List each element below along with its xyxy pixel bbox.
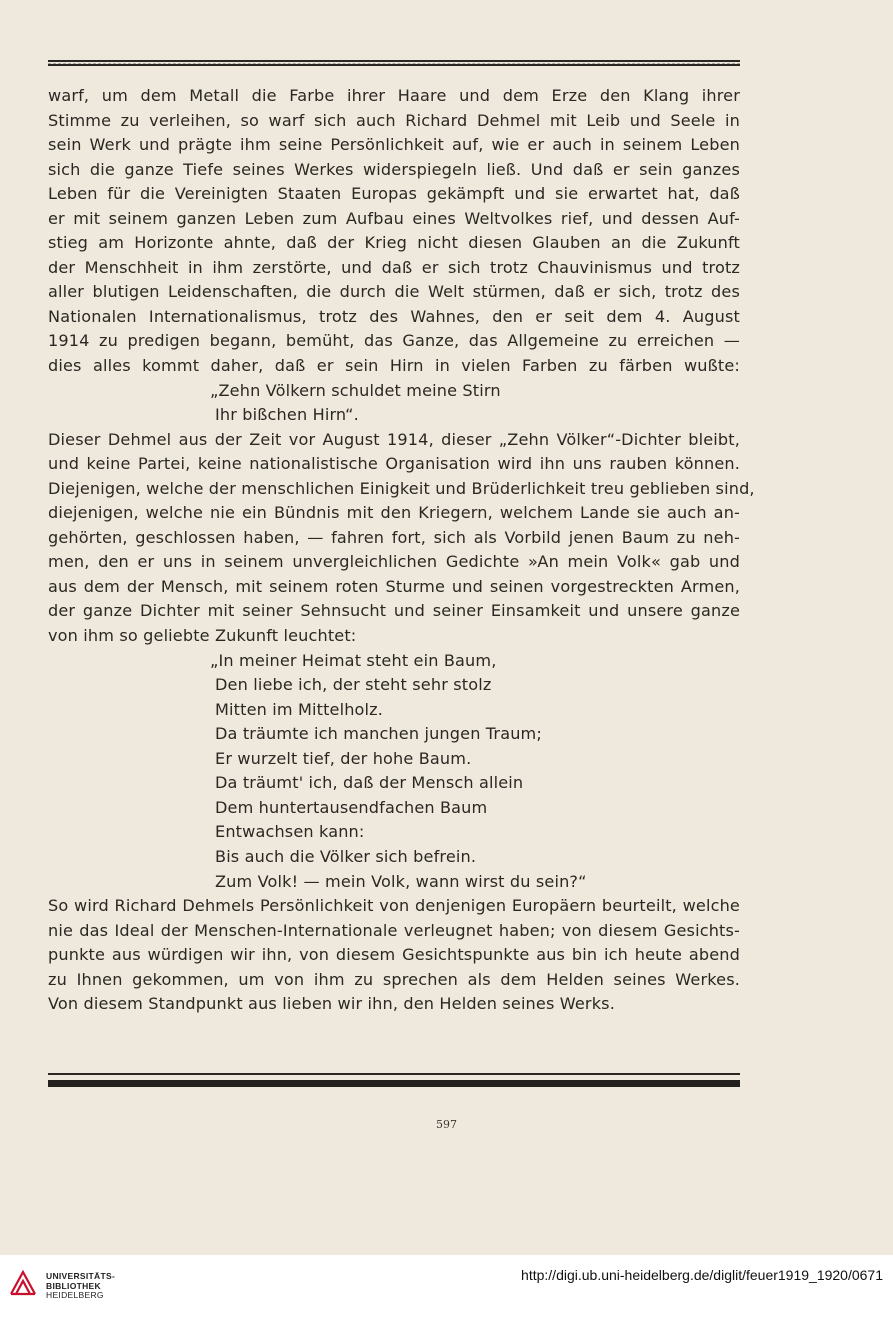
poem-line: Mitten im Mittelholz. [215, 699, 384, 719]
poem-line: Bis auch die Völker sich befrein. [215, 846, 477, 866]
body-text [48, 84, 755, 1017]
poem-line: Dem huntertausendfachen Baum [215, 797, 488, 817]
text-line: Stimme zu verleihen, so warf sich auch Richard Dehmel mit Leib und Seele in [48, 110, 740, 130]
text-line: 1914 zu predigen begann, bemüht, das Ganze, das Allgemeine zu erreichen — [48, 331, 740, 351]
text-line: der ganze Dichter mit seiner Sehnsucht und seiner Einsamkeit und unsere ganze [48, 601, 740, 621]
poem-line: Den liebe ich, der steht sehr stolz [215, 675, 492, 695]
poem-line: Entwachsen kann: [215, 822, 365, 842]
text-line: der Menschheit in ihm zerstörte, und daß er sich trotz Chauvinismus und trotz [48, 257, 740, 277]
institution-name [46, 1272, 115, 1301]
text-line: aller blutigen Leidenschaften, die durch die Welt stürmen, daß er sich, trotz des [48, 282, 740, 302]
text-line: dies alles kommt daher, daß er sein Hirn in vielen Farben zu färben wußte: [48, 356, 740, 376]
text-line: stieg am Horizonte ahnte, daß der Krieg nicht diesen Glauben an die Zukunft [48, 233, 740, 253]
text-line: er mit seinem ganzen Leben zum Aufbau eines Weltvolkes rief, und dessen Auf- [48, 208, 740, 228]
text-line: Nationalen Internationalismus, trotz des Wahnes, den er seit dem 4. August [48, 306, 740, 326]
poem-line: Zum Volk! — mein Volk, wann wirst du sein?“ [215, 871, 587, 891]
institution-line: BIBLIOTHEK [46, 1280, 101, 1291]
text-line: Leben für die Vereinigten Staaten Europas gekämpft und sie erwartet hat, daß [48, 184, 740, 204]
text-line: warf, um dem Metall die Farbe ihrer Haare und dem Erze den Klang ihrer [48, 86, 740, 105]
text-line: gehörten, geschlossen haben, — fahren fort, sich als Vorbild jenen Baum zu neh- [48, 527, 740, 547]
institution-line: HEIDELBERG [46, 1290, 104, 1300]
text-line: Diejenigen, welche der menschlichen Einigkeit und Brüderlichkeit treu geblieben sind, [48, 478, 755, 498]
text-line: nie das Ideal der Menschen-Internationale verleugnet haben; von diesem Gesichts- [48, 920, 740, 940]
quote-line: Ihr bißchen Hirn“. [215, 405, 359, 425]
text-line: So wird Richard Dehmels Persönlichkeit von denjenigen Europäern beurteilt, welche [48, 896, 740, 916]
text-line: von ihm so geliebte Zukunft leuchtet: [48, 626, 357, 646]
text-line: und keine Partei, keine nationalistische Organisation wird ihn uns rauben können. [48, 454, 740, 474]
text-line: diejenigen, welche nie ein Bündnis mit den Kriegern, welchem Lande sie auch an- [48, 503, 740, 523]
source-url-link[interactable]: http://digi.ub.uni-heidelberg.de/diglit/feuer1919_1920/0671 [521, 1267, 883, 1283]
poem-line: Da träumt' ich, daß der Mensch allein [215, 773, 524, 793]
poem-line: Er wurzelt tief, der hohe Baum. [215, 748, 472, 768]
quote-line: „Zehn Völkern schuldet meine Stirn [210, 380, 501, 400]
poem-line: „In meiner Heimat steht ein Baum, [210, 650, 497, 670]
text-line: sich die ganze Tiefe seines Werkes widerspiegeln ließ. Und daß er sein ganzes [48, 159, 740, 179]
text-line: sein Werk und prägte ihm seine Persönlichkeit auf, wie er auch in seinem Leben [48, 135, 740, 155]
library-footer [0, 1255, 893, 1322]
text-line: punkte aus würdigen wir ihn, von diesem Gesichtspunkte aus bin ich heute abend [48, 945, 740, 965]
text-line: Von diesem Standpunkt aus lieben wir ihn, den Helden seines Werks. [48, 994, 615, 1014]
poem-line: Da träumte ich manchen jungen Traum; [215, 724, 542, 744]
ub-heidelberg-logo-icon [8, 1267, 38, 1297]
top-rule [48, 60, 740, 66]
text-line: aus dem der Mensch, mit seinem roten Sturme und seinen vorgestreckten Armen, [48, 576, 740, 596]
institution-line: UNIVERSITÄTS- [46, 1271, 116, 1281]
text-line: men, den er uns in seinem unvergleichlichen Gedichte »An mein Volk« gab und [48, 552, 740, 572]
bottom-rule [48, 1073, 740, 1089]
text-line: Dieser Dehmel aus der Zeit vor August 1914, dieser „Zehn Völker“-Dichter bleibt, [48, 429, 740, 449]
text-line: zu Ihnen gekommen, um von ihm zu sprechen als dem Helden seines Werkes. [48, 969, 740, 989]
page-number: 597 [436, 1118, 457, 1131]
